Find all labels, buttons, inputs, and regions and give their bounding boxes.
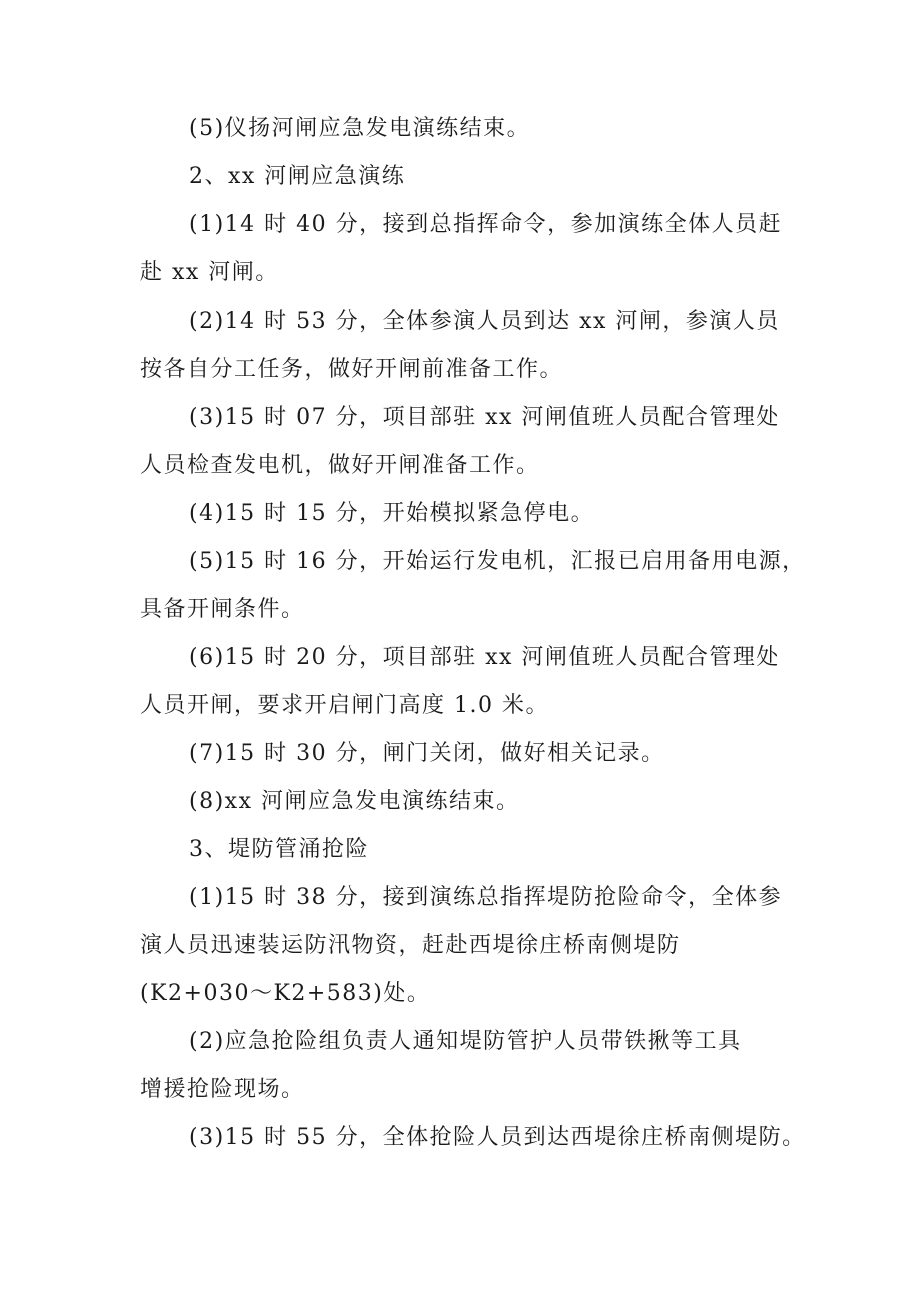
text-line: (2)14 时 53 分，全体参演人员到达 xx 河闸，参演人员 <box>189 309 780 334</box>
text-line: 人员开闸，要求开启闸门高度 1.0 米。 <box>140 693 549 718</box>
text-line: 按各自分工任务，做好开闸前准备工作。 <box>140 357 564 382</box>
text-line: (4)15 时 15 分，开始模拟紧急停电。 <box>189 501 595 526</box>
text-line: (1)15 时 38 分，接到演练总指挥堤防抢险命令，全体参 <box>189 885 783 910</box>
section-heading: 3、堤防管涌抢险 <box>189 837 369 862</box>
text-line: (5)仪扬河闸应急发电演练结束。 <box>189 116 531 141</box>
text-line: (5)15 时 16 分，开始运行发电机，汇报已启用备用电源， <box>189 549 806 574</box>
text-line: (7)15 时 30 分，闸门关闭，做好相关记录。 <box>189 741 665 766</box>
text-line: 赴 xx 河闸。 <box>140 260 279 285</box>
section-heading: 2、xx 河闸应急演练 <box>189 164 406 189</box>
text-line: 具备开闸条件。 <box>140 597 305 622</box>
text-line: 人员检查发电机，做好开闸准备工作。 <box>140 453 540 478</box>
text-line: (1)14 时 40 分，接到总指挥命令，参加演练全体人员赶 <box>189 212 783 237</box>
text-line: (8)xx 河闸应急发电演练结束。 <box>189 789 520 814</box>
text-line: (K2+030～K2+583)处。 <box>140 981 431 1006</box>
text-line: 演人员迅速装运防汛物资，赶赴西堤徐庄桥南侧堤防 <box>140 933 681 958</box>
text-line: (3)15 时 07 分，项目部驻 xx 河闸值班人员配合管理处 <box>189 405 780 430</box>
text-line: (2)应急抢险组负责人通知堤防管护人员带铁揪等工具 <box>189 1029 742 1054</box>
text-line: 增援抢险现场。 <box>140 1077 305 1102</box>
text-line: (3)15 时 55 分，全体抢险人员到达西堤徐庄桥南侧堤防。 <box>189 1125 806 1150</box>
text-line: (6)15 时 20 分，项目部驻 xx 河闸值班人员配合管理处 <box>189 645 780 670</box>
